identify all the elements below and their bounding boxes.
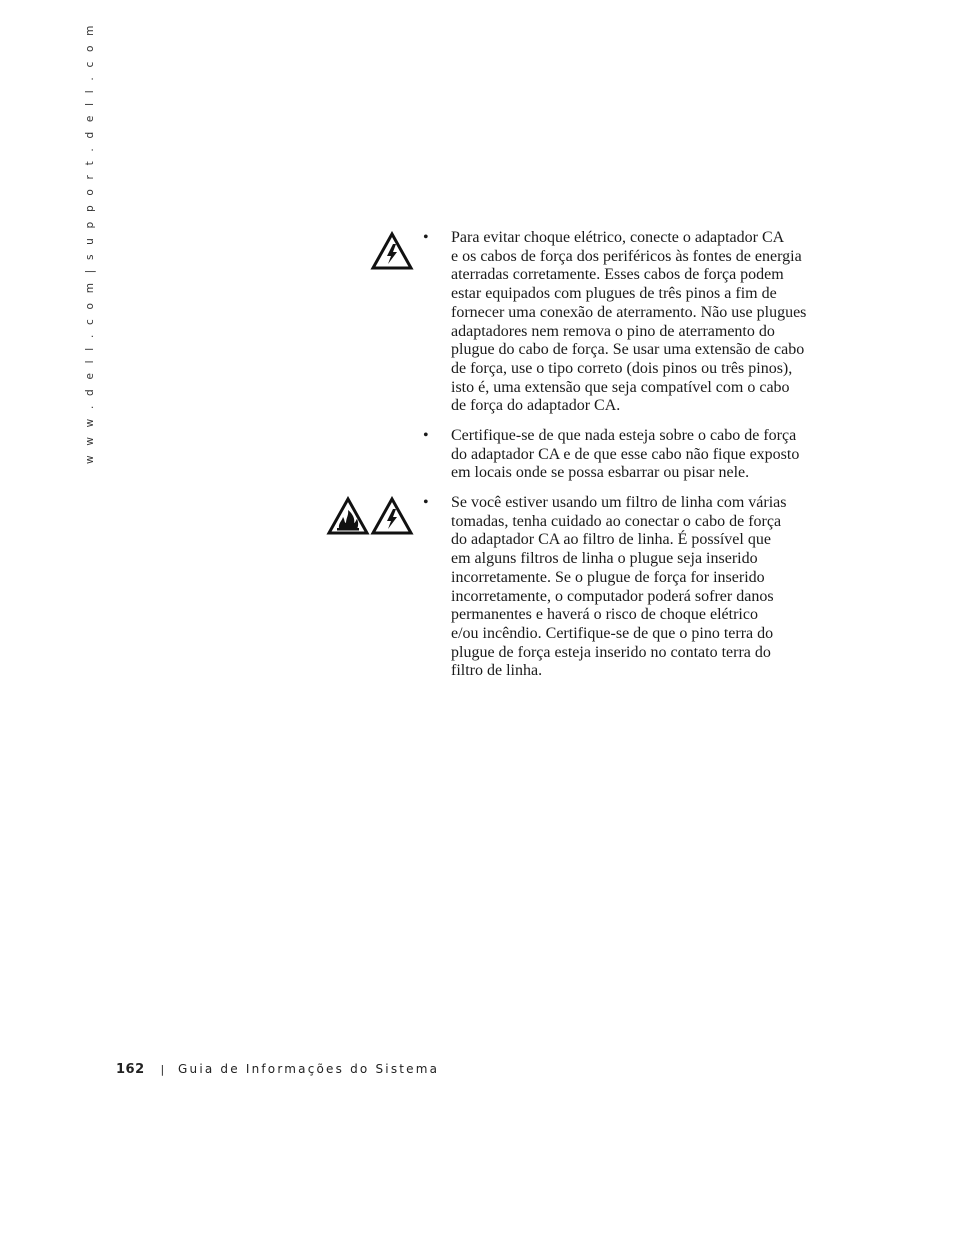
electric-shock-warning-icon	[370, 496, 414, 536]
safety-instruction-paragraph: Para evitar choque elétrico, conecte o adaptador CA e os cabos de força dos periféricos às fontes de energia aterradas corretamente. Esses cabos de força podem estar equipados com plugues de três pinos a fim de fornecer uma conexão de aterramento. Não use plugues adaptadores nem remova o pino de aterramento do plugue do cabo de força. Se usar uma extensão de cabo de força, use o tipo correto (dois pinos ou três pinos), isto é, uma extensão que seja compatível com o cabo de força do adaptador CA.	[451, 229, 807, 415]
page-footer	[116, 1062, 439, 1077]
bullet-marker: •	[423, 427, 429, 444]
guide-title: Guia de Informações do Sistema	[178, 1062, 440, 1076]
bullet-marker: •	[423, 229, 429, 246]
safety-instruction-paragraph: Se você estiver usando um filtro de linha com várias tomadas, tenha cuidado ao conectar o cabo de força do adaptador CA ao filtro de linha. É possível que em alguns filtros de linha o plugue seja inserido incorretamente. Se o plugue de força for inserido incorretamente, o computador poderá sofrer danos permanentes e haverá o risco de choque elétrico e/ou incêndio. Certifique-se de que o pino terra do plugue de força esteja inserido no contato terra do filtro de linha.	[451, 494, 787, 680]
bullet-marker: •	[423, 494, 429, 511]
safety-instruction-paragraph: Certifique-se de que nada esteja sobre o cabo de força do adaptador CA e de que esse cabo não fique exposto em locais onde se possa esbarrar ou pisar nele.	[451, 427, 800, 482]
page-number: 162	[116, 1062, 145, 1077]
electric-shock-warning-icon	[370, 231, 414, 271]
fire-warning-icon	[326, 496, 370, 536]
footer-separator: |	[160, 1063, 165, 1076]
side-url-text: w w w . d e l l . c o m | s u p p o r t . d e l l . c o m	[84, 22, 96, 464]
